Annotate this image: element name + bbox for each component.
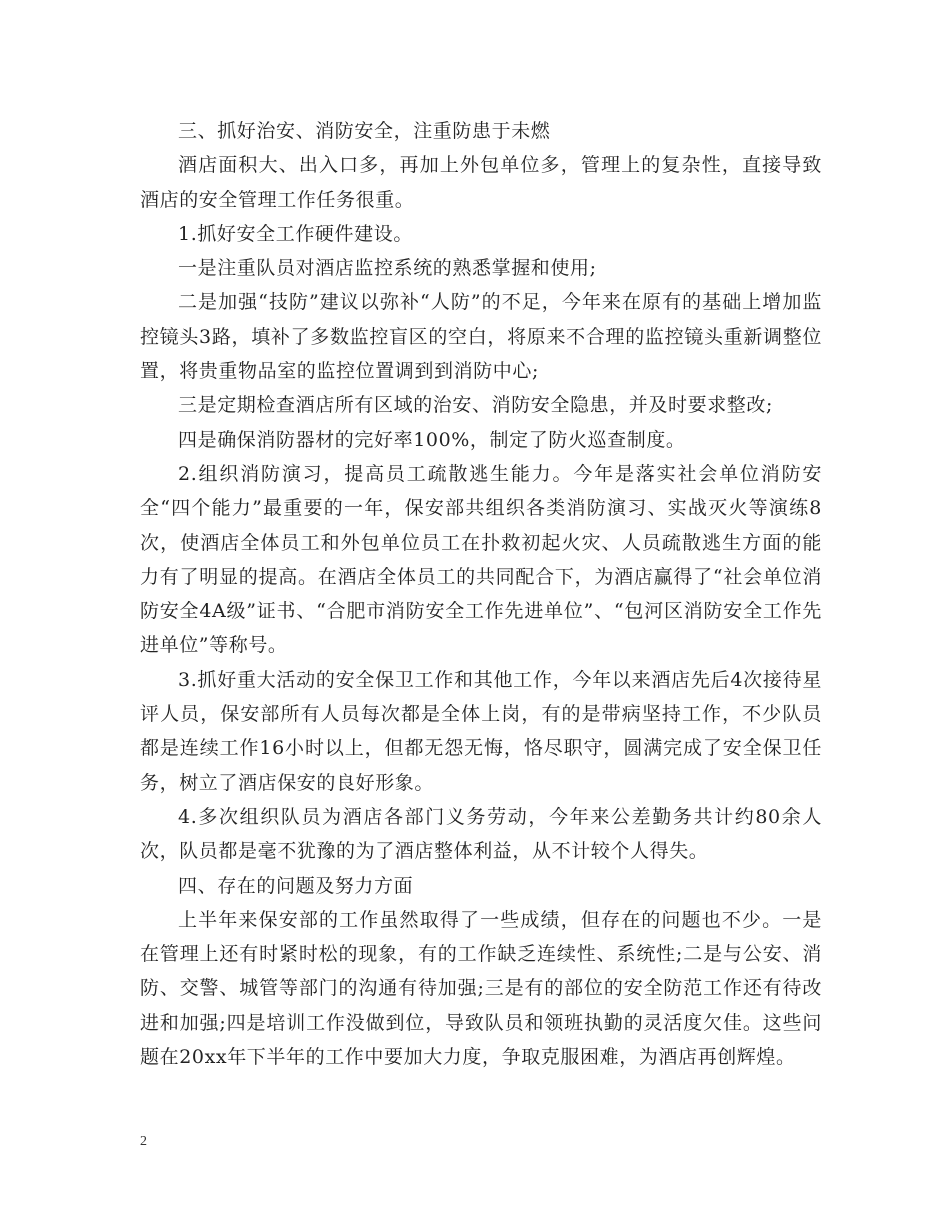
body-paragraph: 酒店面积大、出入口多，再加上外包单位多，管理上的复杂性，直接导致酒店的安全管理工作任务很重。 — [140, 154, 822, 211]
body-paragraph: 2.组织消防演习，提高员工疏散逃生能力。今年是落实社会单位消防安全“四个能力”最重要的一年，保安部共组织各类消防演习、实战灭火等演练8次，使酒店全体员工和外包单位员工在扑救初起火灾、人员疏散逃生方面的能力有了明显的提高。在酒店全体员工的共同配合下，为酒店赢得了“社会单位消防安全4A级”证书、“合肥市消防安全工作先进单位”、“包河区消防安全工作先进单位”等称号。 — [140, 462, 822, 657]
body-paragraph: 4.多次组织队员为酒店各部门义务劳动，今年来公差勤务共计约80余人次，队员都是毫不犹豫的为了酒店整体利益，从不计较个人得失。 — [140, 805, 822, 863]
body-paragraph: 四是确保消防器材的完好率100%，制定了防火巡查制度。 — [178, 428, 686, 451]
body-paragraph: 二是加强“技防”建议以弥补“人防”的不足，今年来在原有的基础上增加监控镜头3路，填补了多数监控盲区的空白，将原来不合理的监控镜头重新调整位置，将贵重物品室的监控位置调到到消防中心; — [140, 291, 822, 383]
document-body — [140, 114, 822, 1074]
body-paragraph: 上半年来保安部的工作虽然取得了一些成绩，但存在的问题也不少。一是在管理上还有时紧时松的现象，有的工作缺乏连续性、系统性;二是与公安、消防、交警、城管等部门的沟通有待加强;三是有的部位的安全防范工作还有待改进和加强;四是培训工作没做到位，导致队员和领班执勤的灵活度欠佳。这些问题在20xx年下半年的工作中要加大力度，争取克服困难，为酒店再创辉煌。 — [140, 908, 822, 1069]
body-paragraph: 3.抓好重大活动的安全保卫工作和其他工作，今年以来酒店先后4次接待星评人员，保安部所有人员每次都是全体上岗，有的是带病坚持工作，不少队员都是连续工作16小时以上，但都无怨无悔，恪尽职守，圆满完成了安全保卫任务，树立了酒店保安的良好形象。 — [140, 668, 822, 794]
page-number: 2 — [140, 1134, 147, 1149]
body-paragraph: 一是注重队员对酒店监控系统的熟悉掌握和使用; — [178, 257, 597, 280]
body-paragraph: 三是定期检查酒店所有区域的治安、消防安全隐患，并及时要求整改; — [178, 394, 774, 417]
body-paragraph: 1.抓好安全工作硬件建设。 — [178, 222, 413, 245]
section-heading-security: 三、抓好治安、消防安全，注重防患于未燃 — [178, 120, 551, 142]
section-heading-problems: 四、存在的问题及努力方面 — [178, 874, 414, 897]
